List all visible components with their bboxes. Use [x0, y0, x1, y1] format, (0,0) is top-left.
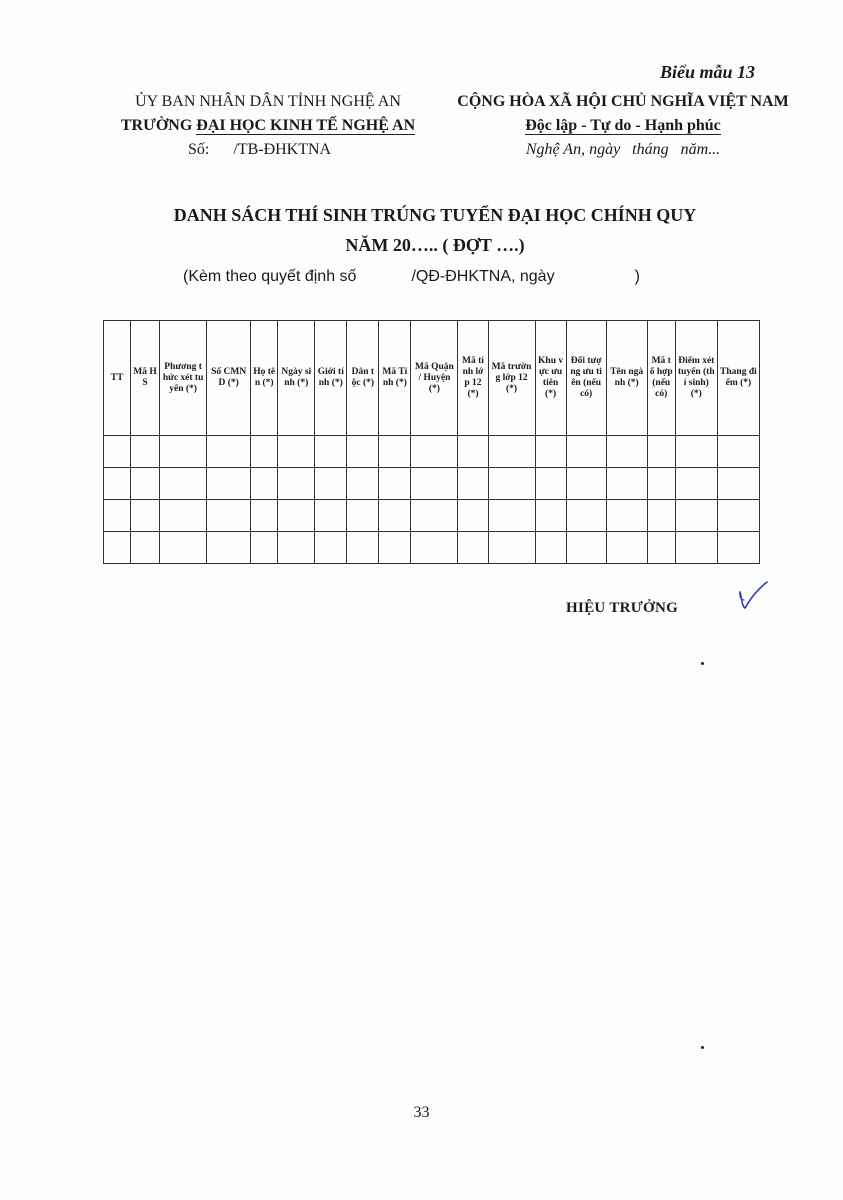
page-number: 33 [413, 1104, 430, 1121]
document-number: Số: /TB-ĐHKTNA [188, 141, 332, 158]
column-header: Điểm xét tuyển (thí sinh) (*) [675, 321, 717, 436]
table-cell[interactable] [458, 532, 488, 564]
table-cell[interactable] [606, 500, 647, 532]
column-header: Thang điểm (*) [717, 321, 759, 436]
table-body [104, 436, 760, 564]
column-header: Họ tên (*) [251, 321, 278, 436]
table-cell[interactable] [160, 500, 207, 532]
table-cell[interactable] [566, 436, 606, 468]
table-cell[interactable] [647, 500, 675, 532]
table-cell[interactable] [675, 468, 717, 500]
table-cell[interactable] [251, 532, 278, 564]
table-cell[interactable] [488, 532, 535, 564]
table-cell[interactable] [411, 500, 458, 532]
table-cell[interactable] [315, 436, 347, 468]
table-cell[interactable] [717, 500, 759, 532]
table-row [104, 532, 760, 564]
form-number: Biểu mẫu 13 [660, 62, 756, 82]
table-cell[interactable] [104, 532, 131, 564]
table-cell[interactable] [278, 468, 315, 500]
table-cell[interactable] [207, 532, 251, 564]
table-cell[interactable] [566, 468, 606, 500]
table-cell[interactable] [411, 436, 458, 468]
table-row [104, 500, 760, 532]
table-cell[interactable] [347, 500, 379, 532]
table-cell[interactable] [535, 500, 566, 532]
table-cell[interactable] [411, 468, 458, 500]
national-motto [438, 114, 808, 138]
table-cell[interactable] [717, 468, 759, 500]
column-header: Khu vực ưu tiên (*) [535, 321, 566, 436]
table-cell[interactable] [207, 500, 251, 532]
column-header: Đối tượng ưu tiên (nếu có) [566, 321, 606, 436]
table-cell[interactable] [379, 532, 411, 564]
table-cell[interactable] [207, 436, 251, 468]
table-cell[interactable] [535, 532, 566, 564]
table-cell[interactable] [347, 436, 379, 468]
decision-reference [183, 268, 640, 286]
school-name-underlined: ĐẠI HỌC KINH TẾ NGHỆ AN [196, 117, 416, 134]
table-cell[interactable] [315, 532, 347, 564]
table-cell[interactable] [379, 468, 411, 500]
issuing-authority: ỦY BAN NHÂN DÂN TỈNH NGHỆ AN [135, 93, 401, 110]
table-cell[interactable] [160, 532, 207, 564]
table-cell[interactable] [675, 436, 717, 468]
table-cell[interactable] [647, 436, 675, 468]
table-cell[interactable] [104, 468, 131, 500]
table-cell[interactable] [131, 532, 160, 564]
column-header: Mã Tỉnh (*) [379, 321, 411, 436]
table-cell[interactable] [566, 532, 606, 564]
table-cell[interactable] [347, 532, 379, 564]
table-cell[interactable] [104, 500, 131, 532]
table-cell[interactable] [606, 468, 647, 500]
national-title: CỘNG HÒA XÃ HỘI CHỦ NGHĨA VIỆT NAM [457, 93, 789, 110]
school-name-prefix: TRƯỜNG [120, 117, 197, 134]
signature-mark-icon [736, 578, 772, 614]
table-row [104, 436, 760, 468]
table-cell[interactable] [606, 532, 647, 564]
table-cell[interactable] [131, 436, 160, 468]
table-header-row [104, 321, 760, 436]
table-cell[interactable] [104, 436, 131, 468]
column-header: Dân tộc (*) [347, 321, 379, 436]
speck-mark [701, 1046, 704, 1049]
table-cell[interactable] [647, 532, 675, 564]
table-cell[interactable] [411, 532, 458, 564]
table-cell[interactable] [251, 500, 278, 532]
table-cell[interactable] [647, 468, 675, 500]
table-cell[interactable] [675, 500, 717, 532]
column-header: Mã tổ hợp (nếu có) [647, 321, 675, 436]
column-header: Mã Quận / Huyện (*) [411, 321, 458, 436]
table-cell[interactable] [160, 468, 207, 500]
column-header: Số CMND (*) [207, 321, 251, 436]
table-cell[interactable] [566, 500, 606, 532]
table-cell[interactable] [278, 436, 315, 468]
column-header: Mã HS [131, 321, 160, 436]
table-cell[interactable] [606, 436, 647, 468]
decision-reference-middle: /QĐ-ĐHKTNA, ngày [411, 268, 555, 285]
column-header: Ngày sinh (*) [278, 321, 315, 436]
table-cell[interactable] [131, 500, 160, 532]
column-header: TT [104, 321, 131, 436]
column-header: Tên ngành (*) [606, 321, 647, 436]
column-header: Mã tỉnh lớp 12 (*) [458, 321, 488, 436]
national-motto-text: Độc lập - Tự do - Hạnh phúc [525, 117, 721, 134]
table-cell[interactable] [315, 500, 347, 532]
table-cell[interactable] [131, 468, 160, 500]
table-cell[interactable] [251, 468, 278, 500]
column-header: Mã trường lớp 12 (*) [488, 321, 535, 436]
left-header [108, 90, 428, 162]
table-cell[interactable] [488, 468, 535, 500]
table-cell[interactable] [278, 532, 315, 564]
table-cell[interactable] [458, 500, 488, 532]
admission-table [103, 320, 760, 564]
table-cell[interactable] [160, 436, 207, 468]
table-cell[interactable] [675, 532, 717, 564]
place-date: Nghệ An, ngày tháng năm... [525, 141, 721, 158]
table-cell[interactable] [207, 468, 251, 500]
column-header: Phương thức xét tuyển (*) [160, 321, 207, 436]
table-cell[interactable] [458, 436, 488, 468]
table-row [104, 468, 760, 500]
table-cell[interactable] [488, 500, 535, 532]
decision-reference-suffix: ) [634, 268, 640, 285]
table-cell[interactable] [315, 468, 347, 500]
column-header: Giới tính (*) [315, 321, 347, 436]
table-cell[interactable] [717, 532, 759, 564]
table-cell[interactable] [458, 468, 488, 500]
table-cell[interactable] [717, 436, 759, 468]
table-cell[interactable] [379, 500, 411, 532]
table-cell[interactable] [278, 500, 315, 532]
table-cell[interactable] [488, 436, 535, 468]
table-cell[interactable] [347, 468, 379, 500]
decision-reference-prefix: (Kèm theo quyết định số [183, 268, 357, 285]
table-cell[interactable] [379, 436, 411, 468]
table-cell[interactable] [251, 436, 278, 468]
school-name [108, 114, 428, 138]
table-cell[interactable] [535, 436, 566, 468]
speck-mark [701, 662, 704, 665]
document-title-year: NĂM 20….. ( ĐỢT ….) [345, 235, 525, 255]
table-cell[interactable] [535, 468, 566, 500]
right-header [438, 90, 808, 162]
signature-title: HIỆU TRƯỞNG [566, 600, 679, 616]
document-title: DANH SÁCH THÍ SINH TRÚNG TUYỂN ĐẠI HỌC CHÍNH QUY [173, 205, 697, 225]
